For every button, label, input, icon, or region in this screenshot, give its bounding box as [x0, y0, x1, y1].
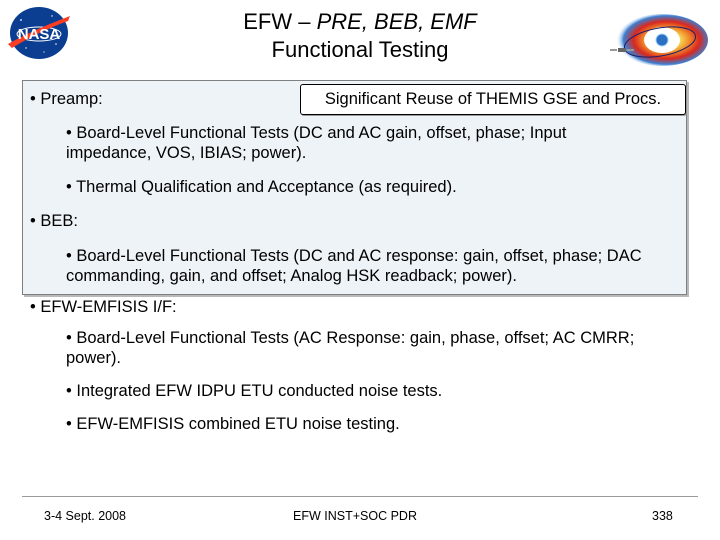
bullet-beb: • BEB: — [30, 212, 78, 230]
slide-title — [150, 8, 570, 64]
beb-item-1: • Board-Level Functional Tests (DC and AC response: gain, offset, phase; DAC commanding, gain, and offset; Analog HSK readback; power). — [66, 247, 642, 285]
title-prefix: EFW – — [243, 9, 317, 34]
nasa-logo-text: NASA — [17, 26, 61, 43]
title-line-1 — [150, 8, 570, 36]
title-line-2: Functional Testing — [271, 37, 449, 62]
emfisis-item-2: • Integrated EFW IDPU ETU conducted noise tests. — [66, 382, 443, 400]
bullet-emfisis: • EFW-EMFISIS I/F: — [30, 298, 177, 316]
page-number: 338 — [652, 509, 673, 523]
footer-date: 3-4 Sept. 2008 — [44, 509, 127, 523]
preamp-item-1: • Board-Level Functional Tests (DC and AC gain, offset, phase; Input impedance, VOS, IBIAS; power). — [66, 124, 567, 162]
footer-divider — [22, 496, 698, 497]
emfisis-item-3: • EFW-EMFISIS combined ETU noise testing. — [66, 415, 400, 433]
bullet-preamp: • Preamp: — [30, 90, 103, 108]
nasa-logo — [4, 4, 74, 62]
radiation-belt-orbit-icon — [600, 8, 712, 70]
footer-event: EFW INST+SOC PDR — [293, 509, 417, 523]
preamp-item-2: • Thermal Qualification and Acceptance (as required). — [66, 178, 457, 196]
reuse-note-box: Significant Reuse of THEMIS GSE and Procs. — [300, 84, 686, 115]
title-emphasis: PRE, BEB, EMF — [316, 9, 477, 34]
nasa-meatball-icon — [4, 4, 74, 62]
emfisis-item-1: • Board-Level Functional Tests (AC Response: gain, phase, offset; AC CMRR; power). — [66, 329, 635, 367]
